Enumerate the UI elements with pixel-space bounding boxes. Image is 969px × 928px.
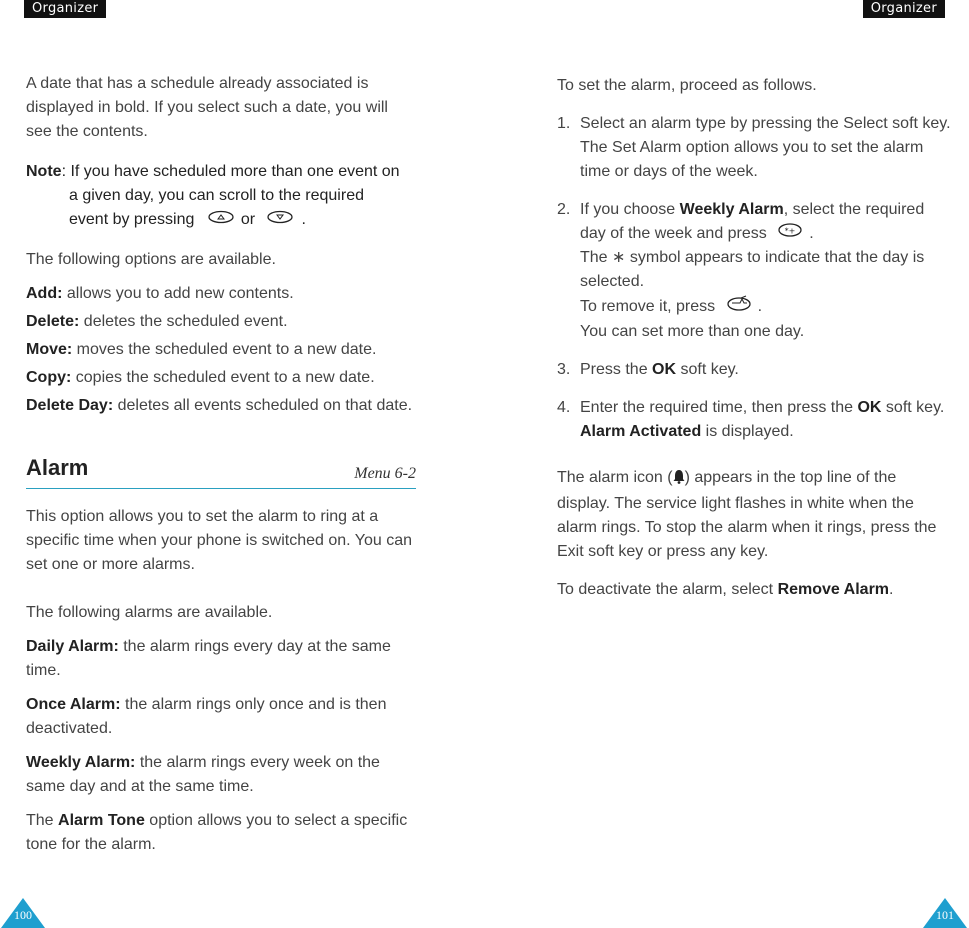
- alarm-intro: This option allows you to set the alarm to ring at a specific time when your phone is switched on. You can set one or more alarms.: [26, 508, 413, 574]
- option-term: Move:: [26, 341, 73, 359]
- down-key-icon: [266, 208, 294, 232]
- right-page-number: [923, 890, 967, 928]
- step-4-post: soft key.: [881, 399, 945, 417]
- step-3-pre: Press the: [580, 361, 653, 379]
- option-desc: moves the scheduled event to a new date.: [72, 341, 377, 359]
- alarm-icon-paragraph: [557, 466, 952, 564]
- star-key-icon: [777, 222, 803, 246]
- section-title: Alarm: [26, 455, 89, 481]
- alarm-desc: the alarm rings every day at the same time.: [26, 638, 391, 680]
- alarm-once: [26, 693, 416, 741]
- step-3: [557, 358, 952, 382]
- clear-key-icon: [726, 294, 752, 320]
- note: [26, 160, 416, 232]
- step-2-remove-pre: To remove it, press: [580, 298, 716, 316]
- procedure-steps: [557, 112, 952, 444]
- step-3-term: OK: [652, 361, 677, 379]
- note-text-3: event by pressing: [69, 211, 195, 229]
- right-content: [557, 74, 952, 602]
- alarm-term: Once Alarm:: [26, 696, 121, 714]
- alarm-desc: the alarm rings every week on the same day and at the same time.: [26, 754, 380, 796]
- option-term: Copy:: [26, 369, 72, 387]
- option-add: [26, 282, 416, 306]
- option-desc: deletes the scheduled event.: [79, 313, 288, 331]
- tone-post: option allows you to select a specific tone for the alarm.: [26, 812, 408, 854]
- bell-icon: [673, 468, 685, 492]
- svg-text:*+: *+: [784, 226, 796, 236]
- option-desc: copies the scheduled event to a new date.: [71, 369, 375, 387]
- step-number: 2.: [557, 201, 571, 218]
- step-1-detail: The Set Alarm option allows you to set the alarm time or days of the week.: [580, 139, 924, 180]
- alarms-intro: The following alarms are available.: [26, 604, 273, 622]
- option-term: Delete:: [26, 313, 80, 331]
- icon-pre: The alarm icon (: [557, 469, 673, 487]
- alarm-section-heading: [26, 456, 416, 489]
- step-2-term: Weekly Alarm: [679, 201, 784, 218]
- step-3-post: soft key.: [676, 361, 739, 379]
- left-content: [26, 72, 416, 857]
- step-4-result-term: Alarm Activated: [580, 423, 702, 441]
- deactivate-paragraph: [557, 578, 952, 602]
- step-4-pre: Enter the required time, then press the: [580, 399, 858, 417]
- calendar-intro: A date that has a schedule already associated is displayed in bold. If you select such a date, you will see the contents.: [26, 75, 388, 140]
- alarm-desc: the alarm rings only once and is then deactivated.: [26, 696, 387, 738]
- step-2-post: , select the required day of the week and press: [580, 201, 925, 243]
- step-number: 4.: [557, 399, 571, 417]
- left-header-tab: Organizer: [24, 0, 106, 18]
- alarm-daily: [26, 635, 416, 683]
- option-term: Add:: [26, 285, 63, 303]
- step-number: 3.: [557, 361, 571, 379]
- alarm-tone: [26, 809, 416, 857]
- section-menu-number: Menu 6-2: [354, 465, 416, 483]
- option-desc: allows you to add new contents.: [62, 285, 294, 303]
- tone-pre: The: [26, 812, 59, 830]
- left-page-number-text: 100: [14, 908, 32, 922]
- deactivate-end: .: [889, 581, 894, 599]
- option-copy: [26, 366, 416, 390]
- left-page-number: [1, 890, 45, 928]
- step-4: [557, 396, 952, 444]
- option-term: Delete Day:: [26, 397, 114, 415]
- step-2-detail: The ∗ symbol appears to indicate that the day is selected.: [580, 249, 925, 291]
- step-number: 1.: [557, 115, 571, 132]
- step-1: [557, 112, 952, 184]
- step-2-remove-end: .: [757, 298, 763, 316]
- note-end: .: [301, 211, 306, 229]
- option-desc: deletes all events scheduled on that date.: [113, 397, 413, 415]
- step-2-pre: If you choose: [580, 201, 680, 218]
- right-header-tab: Organizer: [863, 0, 945, 18]
- deactivate-pre: To deactivate the alarm, select: [557, 581, 778, 599]
- tone-term: Alarm Tone: [58, 812, 145, 830]
- option-move: [26, 338, 416, 362]
- option-delete: [26, 310, 416, 334]
- options-list: [26, 282, 416, 418]
- step-2-end: .: [809, 225, 814, 243]
- step-4-term: OK: [857, 399, 882, 417]
- deactivate-term: Remove Alarm: [777, 581, 890, 599]
- step-1-text: Select an alarm type by pressing the Select soft key.: [580, 115, 951, 132]
- alarm-term: Weekly Alarm:: [26, 754, 136, 772]
- options-intro: The following options are available.: [26, 251, 276, 269]
- procedure-intro: To set the alarm, proceed as follows.: [557, 77, 817, 94]
- icon-post: ) appears in the top line of the display. The service light flashes in white when the alarm rings. To stop the alarm when it rings, press the Exit soft key or press any key.: [557, 469, 937, 561]
- step-2: [557, 198, 952, 344]
- alarm-term: Daily Alarm:: [26, 638, 119, 656]
- note-text-2: a given day, you can scroll to the required: [69, 187, 364, 204]
- step-2-more: You can set more than one day.: [580, 323, 805, 341]
- right-page-number-text: 101: [936, 908, 954, 922]
- alarm-weekly: [26, 751, 416, 799]
- step-4-result-post: is displayed.: [701, 423, 794, 441]
- up-key-icon: [207, 208, 235, 232]
- right-page: [484, 0, 969, 928]
- note-label: Note: [26, 163, 62, 180]
- note-text-1: : If you have scheduled more than one event on: [61, 163, 400, 180]
- left-page: [0, 0, 484, 928]
- option-delete-day: [26, 394, 416, 418]
- note-line-3: [26, 208, 416, 232]
- note-or: or: [240, 211, 256, 229]
